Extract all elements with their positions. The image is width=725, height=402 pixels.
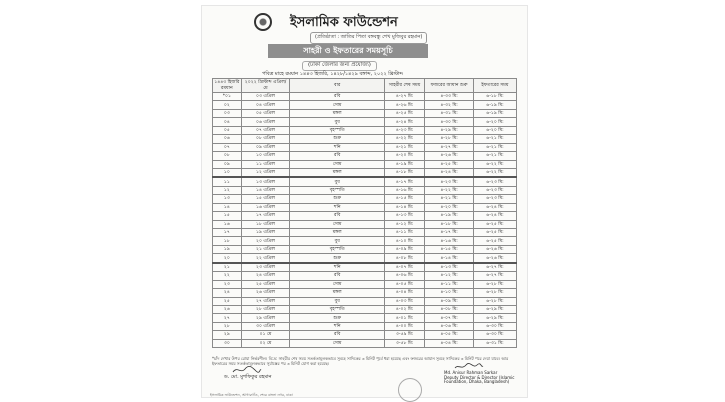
schedule-table	[212, 78, 517, 348]
fajr-azan-cell: ৪-১৮ মি:	[425, 220, 474, 228]
column-header: ইফতারের সময়	[473, 79, 516, 93]
iftar-time-cell: ৬-১৯ মি:	[473, 101, 516, 109]
right-signatory-name: Md. Anisur Rahman Sarkar	[444, 370, 498, 375]
hijri-day-cell: ১৫	[213, 212, 242, 220]
hijri-day-cell: ২০	[213, 254, 242, 263]
table-row	[213, 272, 517, 280]
fajr-azan-cell: ৪-২৫ মি:	[425, 160, 474, 168]
left-signatory-name: ড. মো. মুশফিকুর রহমান	[224, 374, 272, 380]
iftar-time-cell: ৬-১৮ মি:	[473, 93, 516, 101]
table-row	[213, 168, 517, 177]
fajr-azan-cell: ৪-০৬ মি:	[425, 322, 474, 330]
document-subtitle: (ঢাকা জেলার জন্য প্রযোজ্য)	[302, 61, 377, 71]
sehri-time-cell: ৪-১৫ মি:	[385, 195, 425, 203]
iftar-time-cell: ৬-২১ মি:	[473, 135, 516, 143]
sehri-time-cell: ৪-০০ মি:	[385, 322, 425, 330]
iftar-time-cell: ৬-২০ মি:	[473, 126, 516, 134]
gregorian-date-cell: ১১ এপ্রিল	[241, 160, 290, 168]
hijri-day-cell: ২৫	[213, 297, 242, 305]
table-row	[213, 314, 517, 322]
sehri-time-cell: ৩-৫৮ মি:	[385, 339, 425, 347]
weekday-cell: সোম	[290, 160, 385, 168]
iftar-time-cell: ৬-২৪ মি:	[473, 203, 516, 211]
gregorian-date-cell: ১৫ এপ্রিল	[241, 195, 290, 203]
gregorian-date-cell: ১৩ এপ্রিল	[241, 177, 290, 186]
fajr-azan-cell: ৪-০৭ মি:	[425, 314, 474, 322]
hijri-day-cell: ২২	[213, 272, 242, 280]
weekday-cell: রবি	[290, 93, 385, 101]
fajr-azan-cell: ৪-১৭ মি:	[425, 229, 474, 237]
ramadan-year-line: পবিত্র মাহে রমযান ১৪৪৩ হিজরি, ১৪২৮/১৪২৯ বঙ্গাব্দ, ২০২২ খ্রিস্টাব্দ	[262, 71, 403, 77]
weekday-cell: সোম	[290, 280, 385, 288]
weekday-cell: মঙ্গল	[290, 109, 385, 117]
gregorian-date-cell: ০৯ এপ্রিল	[241, 143, 290, 151]
sehri-time-cell: ৪-২৬ মি:	[385, 101, 425, 109]
gregorian-date-cell: ২৫ এপ্রিল	[241, 280, 290, 288]
hijri-day-cell: ৩০	[213, 339, 242, 347]
gregorian-date-cell: ২১ এপ্রিল	[241, 245, 290, 253]
fajr-azan-cell: ৪-২২ মি:	[425, 186, 474, 194]
gregorian-date-cell: ০৮ এপ্রিল	[241, 135, 290, 143]
footer-address: ইসলামিক ফাউন্ডেশন, আগারগাঁও, শেরে বাংলা নগর, ঢাকা	[210, 393, 293, 397]
hijri-day-cell: ১৮	[213, 237, 242, 245]
fajr-azan-cell: ৪-৩০ মি:	[425, 118, 474, 126]
table-row	[213, 212, 517, 220]
weekday-cell: শুক্র	[290, 254, 385, 263]
hijri-day-cell: ২৪	[213, 289, 242, 297]
gregorian-date-cell: ১০ এপ্রিল	[241, 152, 290, 160]
sehri-time-cell: ৪-১০ মি:	[385, 237, 425, 245]
table-row	[213, 152, 517, 160]
hijri-day-cell: ২১	[213, 263, 242, 272]
fajr-azan-cell: ৪-০৫ মি:	[425, 331, 474, 339]
table-row	[213, 280, 517, 288]
fajr-azan-cell: ৪-১১ মি:	[425, 280, 474, 288]
sehri-time-cell: ৪-২৪ মি:	[385, 118, 425, 126]
weekday-cell: বৃহস্পতি	[290, 126, 385, 134]
sehri-time-cell: ৪-২৭ মি:	[385, 93, 425, 101]
gregorian-date-cell: ০৪ এপ্রিল	[241, 101, 290, 109]
weekday-cell: শুক্র	[290, 195, 385, 203]
hijri-day-cell: ০৪	[213, 118, 242, 126]
hijri-day-cell: ১০	[213, 168, 242, 177]
hijri-day-cell: ২৬	[213, 305, 242, 313]
iftar-time-cell: ৬-২৩ মি:	[473, 177, 516, 186]
gregorian-date-cell: ০৩ এপ্রিল	[241, 93, 290, 101]
hijri-day-cell: ২৮	[213, 322, 242, 330]
sehri-time-cell: ৪-১৯ মি:	[385, 160, 425, 168]
fajr-azan-cell: ৪-১২ মি:	[425, 272, 474, 280]
fajr-azan-cell: ৪-৩২ মি:	[425, 101, 474, 109]
column-header: ফজরের আযান শুরু	[425, 79, 474, 93]
weekday-cell: বুধ	[290, 297, 385, 305]
sehri-time-cell: ৪-১৬ মি:	[385, 186, 425, 194]
table-row	[213, 297, 517, 305]
hijri-day-cell: ১৯	[213, 245, 242, 253]
table-row	[213, 101, 517, 109]
fajr-azan-cell: ৪-১৪ মি:	[425, 254, 474, 263]
gregorian-date-cell: ২৮ এপ্রিল	[241, 305, 290, 313]
iftar-time-cell: ৬-৩১ মি:	[473, 339, 516, 347]
foundation-logo-icon	[254, 13, 272, 31]
gregorian-date-cell: ১৬ এপ্রিল	[241, 203, 290, 211]
fajr-azan-cell: ৪-২৭ মি:	[425, 143, 474, 151]
sehri-time-cell: ৪-২০ মি:	[385, 152, 425, 160]
table-row	[213, 331, 517, 339]
table-row	[213, 220, 517, 228]
gregorian-date-cell: ০৭ এপ্রিল	[241, 126, 290, 134]
right-signatory	[444, 371, 524, 385]
sehri-time-cell: ৪-২১ মি:	[385, 143, 425, 151]
fajr-azan-cell: ৪-০৮ মি:	[425, 305, 474, 313]
table-row	[213, 263, 517, 272]
sehri-time-cell: ৩-৫৯ মি:	[385, 331, 425, 339]
sehri-time-cell: ৪-১৭ মি:	[385, 177, 425, 186]
table-row	[213, 126, 517, 134]
table-row	[213, 160, 517, 168]
hijri-day-cell: ১৩	[213, 195, 242, 203]
hijri-day-cell: ০২	[213, 101, 242, 109]
column-header: ২০২২ খ্রিস্টাব্দ এপ্রিল/মে	[241, 79, 290, 93]
table-row	[213, 289, 517, 297]
iftar-time-cell: ৬-২১ মি:	[473, 143, 516, 151]
gregorian-date-cell: ১৭ এপ্রিল	[241, 212, 290, 220]
hijri-day-cell: ১১	[213, 177, 242, 186]
sehri-time-cell: ৪-০২ মি:	[385, 305, 425, 313]
gregorian-date-cell: ০২ মে	[241, 339, 290, 347]
gregorian-date-cell: ১২ এপ্রিল	[241, 168, 290, 177]
table-row	[213, 109, 517, 117]
iftar-time-cell: ৬-২৬ মি:	[473, 245, 516, 253]
hijri-day-cell: ০৬	[213, 135, 242, 143]
weekday-cell: শনি	[290, 203, 385, 211]
table-row	[213, 203, 517, 211]
weekday-cell: বৃহস্পতি	[290, 186, 385, 194]
table-row	[213, 229, 517, 237]
iftar-time-cell: ৬-১৯ মি:	[473, 109, 516, 117]
gregorian-date-cell: ১৯ এপ্রিল	[241, 229, 290, 237]
table-row	[213, 177, 517, 186]
gregorian-date-cell: ২৭ এপ্রিল	[241, 297, 290, 305]
sehri-time-cell: ৪-০৮ মি:	[385, 254, 425, 263]
iftar-time-cell: ৬-২৫ মি:	[473, 229, 516, 237]
weekday-cell: বুধ	[290, 177, 385, 186]
fajr-azan-cell: ৪-২১ মি:	[425, 195, 474, 203]
gregorian-date-cell: ১৪ এপ্রিল	[241, 186, 290, 194]
weekday-cell: শুক্র	[290, 314, 385, 322]
fajr-azan-cell: ৪-১৫ মি:	[425, 245, 474, 253]
iftar-time-cell: ৬-২৯ মি:	[473, 314, 516, 322]
iftar-time-cell: ৬-২৭ মি:	[473, 272, 516, 280]
fajr-azan-cell: ৪-২৯ মি:	[425, 126, 474, 134]
weekday-cell: রবি	[290, 152, 385, 160]
sehri-time-cell: ৪-০১ মি:	[385, 314, 425, 322]
right-signatory-title: Deputy Director & Director (Islamic Foundation, Dhaka, Bangladesh)	[444, 374, 515, 385]
table-row	[213, 339, 517, 347]
table-row	[213, 237, 517, 245]
sehri-time-cell: ৪-০৫ মি:	[385, 280, 425, 288]
weekday-cell: শনি	[290, 143, 385, 151]
fajr-azan-cell: ৪-৩৩ মি:	[425, 93, 474, 101]
schedule-body	[213, 93, 517, 348]
hijri-day-cell: ০৯	[213, 160, 242, 168]
table-row	[213, 305, 517, 313]
document-title: সাহরী ও ইফতারের সময়সূচি	[268, 44, 428, 58]
iftar-time-cell: ৬-২৫ মি:	[473, 220, 516, 228]
table-row	[213, 322, 517, 330]
iftar-time-cell: ৬-২৮ মি:	[473, 289, 516, 297]
fajr-azan-cell: ৪-১৯ মি:	[425, 212, 474, 220]
gregorian-date-cell: ০১ মে	[241, 331, 290, 339]
hijri-day-cell: ১৪	[213, 203, 242, 211]
table-row	[213, 186, 517, 194]
sehri-time-cell: ৪-০৭ মি:	[385, 263, 425, 272]
iftar-time-cell: ৬-৩০ মি:	[473, 322, 516, 330]
gregorian-date-cell: ২২ এপ্রিল	[241, 254, 290, 263]
gregorian-date-cell: ১৮ এপ্রিল	[241, 220, 290, 228]
gregorian-date-cell: ৩০ এপ্রিল	[241, 322, 290, 330]
weekday-cell: সোম	[290, 101, 385, 109]
weekday-cell: সোম	[290, 339, 385, 347]
iftar-time-cell: ৬-২৬ মি:	[473, 254, 516, 263]
sehri-time-cell: ৪-০৪ মি:	[385, 289, 425, 297]
document-header	[202, 10, 527, 88]
weekday-cell: শুক্র	[290, 135, 385, 143]
hijri-day-cell: ০৭	[213, 143, 242, 151]
sehri-time-cell: ৪-১২ মি:	[385, 220, 425, 228]
fajr-azan-cell: ৪-২৬ মি:	[425, 152, 474, 160]
fajr-azan-cell: ৪-২৮ মি:	[425, 135, 474, 143]
iftar-time-cell: ৬-২৩ মি:	[473, 195, 516, 203]
gregorian-date-cell: ২৪ এপ্রিল	[241, 272, 290, 280]
hijri-day-cell: ১৬	[213, 220, 242, 228]
weekday-cell: রবি	[290, 272, 385, 280]
weekday-cell: রবি	[290, 212, 385, 220]
iftar-time-cell: ৬-২২ মি:	[473, 160, 516, 168]
weekday-cell: বৃহস্পতি	[290, 305, 385, 313]
weekday-cell: শনি	[290, 263, 385, 272]
column-header: সাহরীর শেষ সময়	[385, 79, 425, 93]
footer-note: *চাঁদ দেখার উপর রোযা নির্ভরশীল। বি:দ্র: সাহরীর শেষ সময় সতর্কতামূলকভাবে সুবহে সাদিকের ৩ মিনিট পূর্বে ধরা হয়েছে এবং ফজরের আযান সুবহে সাদিকের ৩ মিনিট পরে দেয়া যাবে। আর ইফতারের সময় সতর্কতামূলকভাবে সূর্যাস্তের পর ৩ মিনিট যোগ করা হয়েছে।	[212, 356, 509, 366]
fajr-azan-cell: ৪-২০ মি:	[425, 203, 474, 211]
weekday-cell: মঙ্গল	[290, 289, 385, 297]
hijri-day-cell: ২৭	[213, 314, 242, 322]
table-row	[213, 118, 517, 126]
iftar-time-cell: ৬-২২ মি:	[473, 168, 516, 177]
fajr-azan-cell: ৪-১০ মি:	[425, 289, 474, 297]
column-header: বার	[290, 79, 385, 93]
weekday-cell: রবি	[290, 331, 385, 339]
weekday-cell: বুধ	[290, 118, 385, 126]
iftar-time-cell: ৬-২৫ মি:	[473, 237, 516, 245]
gregorian-date-cell: ২৩ এপ্রিল	[241, 263, 290, 272]
sehri-time-cell: ৪-১৪ মি:	[385, 203, 425, 211]
gregorian-date-cell: ০৫ এপ্রিল	[241, 109, 290, 117]
fajr-azan-cell: ৪-০৯ মি:	[425, 297, 474, 305]
weekday-cell: মঙ্গল	[290, 229, 385, 237]
weekday-cell: সোম	[290, 220, 385, 228]
hijri-day-cell: ০৩	[213, 109, 242, 117]
table-row	[213, 254, 517, 263]
gregorian-date-cell: ২৯ এপ্রিল	[241, 314, 290, 322]
fajr-azan-cell: ৪-২৪ মি:	[425, 168, 474, 177]
sehri-time-cell: ৪-২৩ মি:	[385, 126, 425, 134]
hijri-day-cell: ২৯	[213, 331, 242, 339]
column-header: ১৪৪৩ হিজরি রমযান	[214, 80, 240, 91]
sehri-time-cell: ৪-২২ মি:	[385, 135, 425, 143]
iftar-time-cell: ৬-২৭ মি:	[473, 263, 516, 272]
hijri-day-cell: ১২	[213, 186, 242, 194]
schedule-document	[202, 6, 527, 397]
iftar-time-cell: ৬-২৮ মি:	[473, 297, 516, 305]
sehri-time-cell: ৪-১৩ মি:	[385, 212, 425, 220]
table-row	[213, 93, 517, 101]
gregorian-date-cell: ২৬ এপ্রিল	[241, 289, 290, 297]
hijri-day-cell: ১৭	[213, 229, 242, 237]
official-stamp-icon	[398, 378, 422, 402]
weekday-cell: শনি	[290, 322, 385, 330]
iftar-time-cell: ৬-২১ মি:	[473, 152, 516, 160]
fajr-azan-cell: ৪-১৬ মি:	[425, 237, 474, 245]
fajr-azan-cell: ৪-৩১ মি:	[425, 109, 474, 117]
iftar-time-cell: ৬-২৪ মি:	[473, 212, 516, 220]
table-row	[213, 195, 517, 203]
weekday-cell: বৃহস্পতি	[290, 245, 385, 253]
iftar-time-cell: ৬-২৮ মি:	[473, 280, 516, 288]
hijri-day-cell: ২৩	[213, 280, 242, 288]
sehri-time-cell: ৪-০৯ মি:	[385, 245, 425, 253]
organization-subtitle: (প্রতিষ্ঠাতা : জাতির পিতা বঙ্গবন্ধু শেখ মুজিবুর রহমান)	[310, 32, 427, 44]
hijri-day-cell: ০৮	[213, 152, 242, 160]
table-header-row	[213, 79, 517, 93]
table-row	[213, 143, 517, 151]
fajr-azan-cell: ৪-১৩ মি:	[425, 263, 474, 272]
gregorian-date-cell: ২০ এপ্রিল	[241, 237, 290, 245]
sehri-time-cell: ৪-২৫ মি:	[385, 109, 425, 117]
weekday-cell: বুধ	[290, 237, 385, 245]
iftar-time-cell: ৬-২৯ মি:	[473, 305, 516, 313]
sehri-time-cell: ৪-১১ মি:	[385, 229, 425, 237]
table-row	[213, 135, 517, 143]
iftar-time-cell: ৬-২০ মি:	[473, 118, 516, 126]
sehri-time-cell: ৪-০৩ মি:	[385, 297, 425, 305]
fajr-azan-cell: ৪-০৪ মি:	[425, 339, 474, 347]
sehri-time-cell: ৪-০৬ মি:	[385, 272, 425, 280]
iftar-time-cell: ৬-২৩ মি:	[473, 186, 516, 194]
iftar-time-cell: ৬-৩০ মি:	[473, 331, 516, 339]
table-row	[213, 245, 517, 253]
organization-name: ইসলামিক ফাউন্ডেশন	[290, 15, 398, 30]
weekday-cell: মঙ্গল	[290, 168, 385, 177]
fajr-azan-cell: ৪-২৩ মি:	[425, 177, 474, 186]
hijri-day-cell: ০৫	[213, 126, 242, 134]
gregorian-date-cell: ০৬ এপ্রিল	[241, 118, 290, 126]
sehri-time-cell: ৪-১৮ মি:	[385, 168, 425, 177]
hijri-day-cell: *০১	[213, 93, 242, 101]
